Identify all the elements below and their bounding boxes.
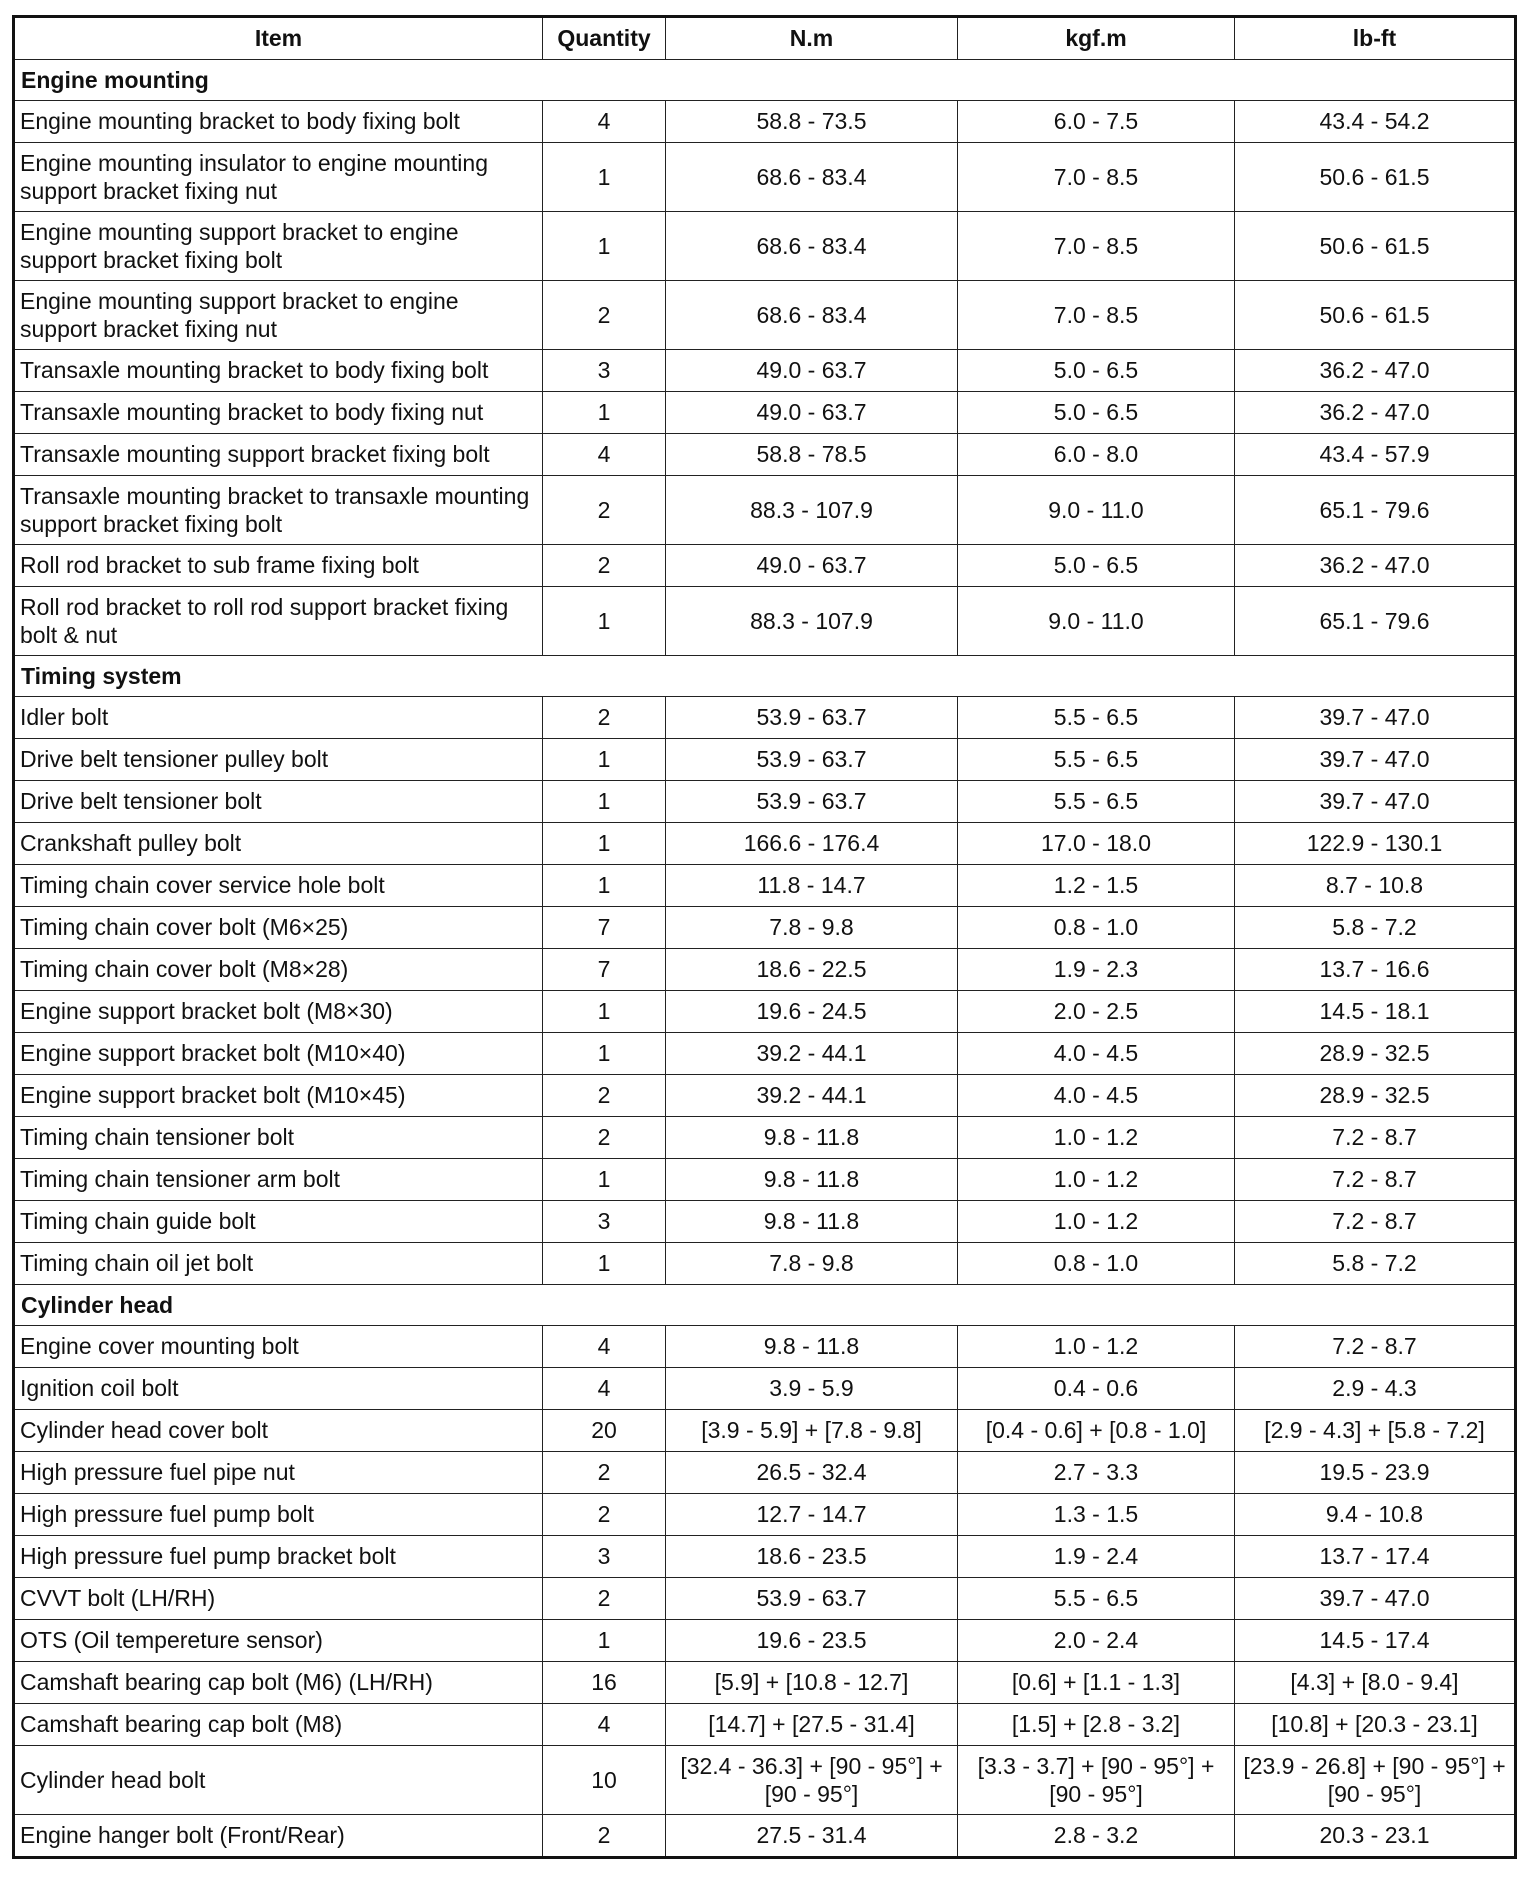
table-row <box>14 1410 1516 1452</box>
table-row <box>14 907 1516 949</box>
header-item: Item <box>14 17 543 60</box>
table-row <box>14 739 1516 781</box>
nm-cell: 49.0 - 63.7 <box>666 545 958 587</box>
quantity-cell: 2 <box>543 1578 666 1620</box>
item-cell: Camshaft bearing cap bolt (M6) (LH/RH) <box>14 1662 543 1704</box>
table-row <box>14 1536 1516 1578</box>
table-row <box>14 281 1516 350</box>
item-cell: Transaxle mounting bracket to body fixing bolt <box>14 350 543 392</box>
table-row <box>14 865 1516 907</box>
lbft-cell: 9.4 - 10.8 <box>1235 1494 1516 1536</box>
nm-cell: 53.9 - 63.7 <box>666 697 958 739</box>
section-row <box>14 1285 1516 1326</box>
table-row <box>14 212 1516 281</box>
nm-cell: 58.8 - 73.5 <box>666 101 958 143</box>
quantity-cell: 3 <box>543 1536 666 1578</box>
table-header-row <box>14 17 1516 60</box>
kgfm-cell: [1.5] + [2.8 - 3.2] <box>958 1704 1235 1746</box>
table-row <box>14 1033 1516 1075</box>
quantity-cell: 4 <box>543 101 666 143</box>
nm-cell: 9.8 - 11.8 <box>666 1117 958 1159</box>
quantity-cell: 1 <box>543 865 666 907</box>
table-row <box>14 1662 1516 1704</box>
nm-cell: 9.8 - 11.8 <box>666 1159 958 1201</box>
lbft-cell: 28.9 - 32.5 <box>1235 1033 1516 1075</box>
quantity-cell: 1 <box>543 739 666 781</box>
lbft-cell: 13.7 - 17.4 <box>1235 1536 1516 1578</box>
table-row <box>14 1452 1516 1494</box>
quantity-cell: 1 <box>543 823 666 865</box>
item-cell: Roll rod bracket to roll rod support bracket fixing bolt & nut <box>14 587 543 656</box>
table-row <box>14 1368 1516 1410</box>
lbft-cell: 5.8 - 7.2 <box>1235 907 1516 949</box>
lbft-cell: [10.8] + [20.3 - 23.1] <box>1235 1704 1516 1746</box>
nm-cell: 49.0 - 63.7 <box>666 350 958 392</box>
section-title: Cylinder head <box>14 1285 1516 1326</box>
table-row <box>14 991 1516 1033</box>
nm-cell: 49.0 - 63.7 <box>666 392 958 434</box>
header-quantity: Quantity <box>543 17 666 60</box>
item-cell: Engine support bracket bolt (M10×45) <box>14 1075 543 1117</box>
lbft-cell: 2.9 - 4.3 <box>1235 1368 1516 1410</box>
section-row <box>14 656 1516 697</box>
kgfm-cell: 6.0 - 7.5 <box>958 101 1235 143</box>
table-row <box>14 823 1516 865</box>
kgfm-cell: 1.0 - 1.2 <box>958 1159 1235 1201</box>
lbft-cell: 20.3 - 23.1 <box>1235 1815 1516 1858</box>
quantity-cell: 4 <box>543 1326 666 1368</box>
table-row <box>14 1117 1516 1159</box>
torque-spec-table <box>12 15 1517 1859</box>
nm-cell: 9.8 - 11.8 <box>666 1326 958 1368</box>
kgfm-cell: 5.5 - 6.5 <box>958 781 1235 823</box>
quantity-cell: 4 <box>543 434 666 476</box>
lbft-cell: 7.2 - 8.7 <box>1235 1201 1516 1243</box>
nm-cell: 88.3 - 107.9 <box>666 587 958 656</box>
nm-cell: 68.6 - 83.4 <box>666 212 958 281</box>
header-nm: N.m <box>666 17 958 60</box>
lbft-cell: 43.4 - 54.2 <box>1235 101 1516 143</box>
nm-cell: 53.9 - 63.7 <box>666 739 958 781</box>
item-cell: Cylinder head cover bolt <box>14 1410 543 1452</box>
item-cell: Transaxle mounting bracket to transaxle mounting support bracket fixing bolt <box>14 476 543 545</box>
lbft-cell: 7.2 - 8.7 <box>1235 1159 1516 1201</box>
lbft-cell: [4.3] + [8.0 - 9.4] <box>1235 1662 1516 1704</box>
lbft-cell: 13.7 - 16.6 <box>1235 949 1516 991</box>
nm-cell: 39.2 - 44.1 <box>666 1075 958 1117</box>
lbft-cell: 39.7 - 47.0 <box>1235 739 1516 781</box>
lbft-cell: 14.5 - 18.1 <box>1235 991 1516 1033</box>
table-row <box>14 781 1516 823</box>
quantity-cell: 1 <box>543 587 666 656</box>
table-row <box>14 434 1516 476</box>
table-row <box>14 1159 1516 1201</box>
kgfm-cell: 5.0 - 6.5 <box>958 350 1235 392</box>
kgfm-cell: 4.0 - 4.5 <box>958 1033 1235 1075</box>
nm-cell: 68.6 - 83.4 <box>666 143 958 212</box>
item-cell: Roll rod bracket to sub frame fixing bolt <box>14 545 543 587</box>
item-cell: Engine cover mounting bolt <box>14 1326 543 1368</box>
kgfm-cell: 0.8 - 1.0 <box>958 1243 1235 1285</box>
lbft-cell: 39.7 - 47.0 <box>1235 1578 1516 1620</box>
nm-cell: 7.8 - 9.8 <box>666 907 958 949</box>
lbft-cell: 50.6 - 61.5 <box>1235 212 1516 281</box>
table-row <box>14 949 1516 991</box>
table-row <box>14 1494 1516 1536</box>
item-cell: Timing chain tensioner bolt <box>14 1117 543 1159</box>
table-row <box>14 1326 1516 1368</box>
lbft-cell: 39.7 - 47.0 <box>1235 697 1516 739</box>
nm-cell: 19.6 - 24.5 <box>666 991 958 1033</box>
kgfm-cell: 5.0 - 6.5 <box>958 392 1235 434</box>
table-row <box>14 1075 1516 1117</box>
nm-cell: 39.2 - 44.1 <box>666 1033 958 1075</box>
kgfm-cell: 1.3 - 1.5 <box>958 1494 1235 1536</box>
lbft-cell: [2.9 - 4.3] + [5.8 - 7.2] <box>1235 1410 1516 1452</box>
kgfm-cell: 2.0 - 2.5 <box>958 991 1235 1033</box>
lbft-cell: 8.7 - 10.8 <box>1235 865 1516 907</box>
item-cell: Engine support bracket bolt (M8×30) <box>14 991 543 1033</box>
item-cell: Transaxle mounting bracket to body fixing nut <box>14 392 543 434</box>
quantity-cell: 3 <box>543 1201 666 1243</box>
kgfm-cell: 2.8 - 3.2 <box>958 1815 1235 1858</box>
item-cell: Timing chain cover bolt (M6×25) <box>14 907 543 949</box>
kgfm-cell: 9.0 - 11.0 <box>958 476 1235 545</box>
item-cell: Timing chain cover service hole bolt <box>14 865 543 907</box>
nm-cell: 53.9 - 63.7 <box>666 1578 958 1620</box>
nm-cell: [5.9] + [10.8 - 12.7] <box>666 1662 958 1704</box>
quantity-cell: 2 <box>543 545 666 587</box>
lbft-cell: 7.2 - 8.7 <box>1235 1117 1516 1159</box>
table-row <box>14 1578 1516 1620</box>
item-cell: High pressure fuel pump bolt <box>14 1494 543 1536</box>
lbft-cell: 19.5 - 23.9 <box>1235 1452 1516 1494</box>
table-row <box>14 392 1516 434</box>
kgfm-cell: [3.3 - 3.7] + [90 - 95°] + [90 - 95°] <box>958 1746 1235 1815</box>
quantity-cell: 2 <box>543 1494 666 1536</box>
quantity-cell: 1 <box>543 991 666 1033</box>
item-cell: CVVT bolt (LH/RH) <box>14 1578 543 1620</box>
kgfm-cell: 2.0 - 2.4 <box>958 1620 1235 1662</box>
kgfm-cell: 7.0 - 8.5 <box>958 281 1235 350</box>
item-cell: High pressure fuel pipe nut <box>14 1452 543 1494</box>
kgfm-cell: 1.9 - 2.4 <box>958 1536 1235 1578</box>
lbft-cell: 50.6 - 61.5 <box>1235 281 1516 350</box>
nm-cell: 18.6 - 23.5 <box>666 1536 958 1578</box>
kgfm-cell: 1.0 - 1.2 <box>958 1326 1235 1368</box>
nm-cell: 68.6 - 83.4 <box>666 281 958 350</box>
kgfm-cell: 5.0 - 6.5 <box>958 545 1235 587</box>
nm-cell: [32.4 - 36.3] + [90 - 95°] + [90 - 95°] <box>666 1746 958 1815</box>
lbft-cell: 43.4 - 57.9 <box>1235 434 1516 476</box>
kgfm-cell: 17.0 - 18.0 <box>958 823 1235 865</box>
quantity-cell: 2 <box>543 697 666 739</box>
quantity-cell: 2 <box>543 1815 666 1858</box>
table-row <box>14 697 1516 739</box>
kgfm-cell: 9.0 - 11.0 <box>958 587 1235 656</box>
quantity-cell: 20 <box>543 1410 666 1452</box>
kgfm-cell: 6.0 - 8.0 <box>958 434 1235 476</box>
kgfm-cell: 4.0 - 4.5 <box>958 1075 1235 1117</box>
kgfm-cell: 7.0 - 8.5 <box>958 212 1235 281</box>
item-cell: Drive belt tensioner pulley bolt <box>14 739 543 781</box>
table-row <box>14 143 1516 212</box>
nm-cell: 26.5 - 32.4 <box>666 1452 958 1494</box>
quantity-cell: 2 <box>543 1452 666 1494</box>
item-cell: High pressure fuel pump bracket bolt <box>14 1536 543 1578</box>
quantity-cell: 1 <box>543 1243 666 1285</box>
lbft-cell: 36.2 - 47.0 <box>1235 350 1516 392</box>
quantity-cell: 1 <box>543 1033 666 1075</box>
item-cell: Engine hanger bolt (Front/Rear) <box>14 1815 543 1858</box>
quantity-cell: 2 <box>543 476 666 545</box>
table-row <box>14 101 1516 143</box>
kgfm-cell: 0.4 - 0.6 <box>958 1368 1235 1410</box>
item-cell: Idler bolt <box>14 697 543 739</box>
item-cell: Cylinder head bolt <box>14 1746 543 1815</box>
table-row <box>14 476 1516 545</box>
section-row <box>14 60 1516 101</box>
kgfm-cell: 1.9 - 2.3 <box>958 949 1235 991</box>
item-cell: Engine mounting support bracket to engine support bracket fixing nut <box>14 281 543 350</box>
lbft-cell: 5.8 - 7.2 <box>1235 1243 1516 1285</box>
lbft-cell: 65.1 - 79.6 <box>1235 587 1516 656</box>
lbft-cell: 36.2 - 47.0 <box>1235 545 1516 587</box>
table-row <box>14 350 1516 392</box>
item-cell: Transaxle mounting support bracket fixing bolt <box>14 434 543 476</box>
item-cell: Timing chain guide bolt <box>14 1201 543 1243</box>
kgfm-cell: [0.4 - 0.6] + [0.8 - 1.0] <box>958 1410 1235 1452</box>
table-row <box>14 1815 1516 1858</box>
kgfm-cell: [0.6] + [1.1 - 1.3] <box>958 1662 1235 1704</box>
nm-cell: 11.8 - 14.7 <box>666 865 958 907</box>
item-cell: Crankshaft pulley bolt <box>14 823 543 865</box>
table-row <box>14 1746 1516 1815</box>
table-row <box>14 545 1516 587</box>
nm-cell: 9.8 - 11.8 <box>666 1201 958 1243</box>
lbft-cell: [23.9 - 26.8] + [90 - 95°] + [90 - 95°] <box>1235 1746 1516 1815</box>
nm-cell: 7.8 - 9.8 <box>666 1243 958 1285</box>
section-title: Timing system <box>14 656 1516 697</box>
section-title: Engine mounting <box>14 60 1516 101</box>
item-cell: Timing chain tensioner arm bolt <box>14 1159 543 1201</box>
quantity-cell: 1 <box>543 1620 666 1662</box>
item-cell: Ignition coil bolt <box>14 1368 543 1410</box>
lbft-cell: 36.2 - 47.0 <box>1235 392 1516 434</box>
nm-cell: 27.5 - 31.4 <box>666 1815 958 1858</box>
quantity-cell: 16 <box>543 1662 666 1704</box>
nm-cell: 58.8 - 78.5 <box>666 434 958 476</box>
lbft-cell: 14.5 - 17.4 <box>1235 1620 1516 1662</box>
quantity-cell: 1 <box>543 212 666 281</box>
item-cell: Timing chain cover bolt (M8×28) <box>14 949 543 991</box>
kgfm-cell: 1.0 - 1.2 <box>958 1117 1235 1159</box>
nm-cell: 18.6 - 22.5 <box>666 949 958 991</box>
nm-cell: 19.6 - 23.5 <box>666 1620 958 1662</box>
quantity-cell: 2 <box>543 281 666 350</box>
table-row <box>14 1704 1516 1746</box>
nm-cell: 166.6 - 176.4 <box>666 823 958 865</box>
quantity-cell: 1 <box>543 781 666 823</box>
quantity-cell: 2 <box>543 1075 666 1117</box>
quantity-cell: 3 <box>543 350 666 392</box>
item-cell: Engine mounting bracket to body fixing bolt <box>14 101 543 143</box>
table-row <box>14 1620 1516 1662</box>
table-row <box>14 1201 1516 1243</box>
kgfm-cell: 5.5 - 6.5 <box>958 1578 1235 1620</box>
table-row <box>14 1243 1516 1285</box>
nm-cell: [3.9 - 5.9] + [7.8 - 9.8] <box>666 1410 958 1452</box>
kgfm-cell: 1.2 - 1.5 <box>958 865 1235 907</box>
quantity-cell: 4 <box>543 1368 666 1410</box>
lbft-cell: 39.7 - 47.0 <box>1235 781 1516 823</box>
lbft-cell: 7.2 - 8.7 <box>1235 1326 1516 1368</box>
quantity-cell: 2 <box>543 1117 666 1159</box>
kgfm-cell: 7.0 - 8.5 <box>958 143 1235 212</box>
lbft-cell: 50.6 - 61.5 <box>1235 143 1516 212</box>
item-cell: Drive belt tensioner bolt <box>14 781 543 823</box>
nm-cell: 12.7 - 14.7 <box>666 1494 958 1536</box>
table-row <box>14 587 1516 656</box>
lbft-cell: 122.9 - 130.1 <box>1235 823 1516 865</box>
nm-cell: 3.9 - 5.9 <box>666 1368 958 1410</box>
lbft-cell: 65.1 - 79.6 <box>1235 476 1516 545</box>
item-cell: Engine mounting insulator to engine mounting support bracket fixing nut <box>14 143 543 212</box>
header-lbft: lb-ft <box>1235 17 1516 60</box>
kgfm-cell: 0.8 - 1.0 <box>958 907 1235 949</box>
item-cell: Engine support bracket bolt (M10×40) <box>14 1033 543 1075</box>
quantity-cell: 1 <box>543 1159 666 1201</box>
kgfm-cell: 5.5 - 6.5 <box>958 697 1235 739</box>
item-cell: Engine mounting support bracket to engine support bracket fixing bolt <box>14 212 543 281</box>
item-cell: Camshaft bearing cap bolt (M8) <box>14 1704 543 1746</box>
lbft-cell: 28.9 - 32.5 <box>1235 1075 1516 1117</box>
quantity-cell: 7 <box>543 907 666 949</box>
quantity-cell: 1 <box>543 392 666 434</box>
kgfm-cell: 1.0 - 1.2 <box>958 1201 1235 1243</box>
quantity-cell: 10 <box>543 1746 666 1815</box>
item-cell: Timing chain oil jet bolt <box>14 1243 543 1285</box>
quantity-cell: 7 <box>543 949 666 991</box>
kgfm-cell: 2.7 - 3.3 <box>958 1452 1235 1494</box>
nm-cell: 88.3 - 107.9 <box>666 476 958 545</box>
quantity-cell: 1 <box>543 143 666 212</box>
item-cell: OTS (Oil tempereture sensor) <box>14 1620 543 1662</box>
nm-cell: 53.9 - 63.7 <box>666 781 958 823</box>
header-kgfm: kgf.m <box>958 17 1235 60</box>
nm-cell: [14.7] + [27.5 - 31.4] <box>666 1704 958 1746</box>
kgfm-cell: 5.5 - 6.5 <box>958 739 1235 781</box>
quantity-cell: 4 <box>543 1704 666 1746</box>
